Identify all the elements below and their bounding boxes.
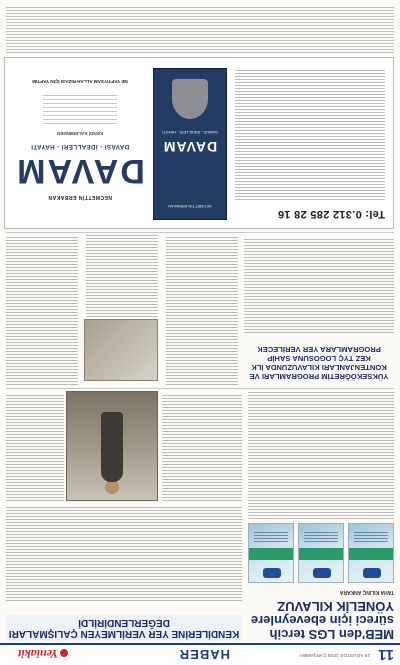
- evaluation-headline: KENDİLERİNE YER VERİLMEYEN ÇALIŞMALARI DEĞERLENDİRİLDİ: [6, 615, 242, 641]
- brand-name: Yeniakit: [17, 647, 58, 661]
- story-photo: [66, 391, 158, 501]
- book-cover-image: [153, 68, 227, 220]
- bottom-body-text: [6, 5, 394, 53]
- vocational-body-text: [244, 237, 394, 333]
- middle-columns: [6, 235, 238, 385]
- divider: [6, 232, 394, 233]
- column-text: [166, 235, 238, 385]
- lgs-story: [248, 391, 394, 641]
- newspaper-logo: [18, 646, 68, 661]
- lgs-headline: MEB'den LGS tercih süreci için ebeveynlere YÖNELİK KILAVUZ: [250, 599, 394, 642]
- author-portrait: [172, 79, 208, 119]
- column-text: [6, 235, 78, 385]
- evaluation-story: [6, 391, 242, 641]
- ad-tagline: KENDİ KALEMİNDEN: [56, 131, 104, 136]
- meb-logo-icon: [263, 568, 281, 578]
- book-advertisement: [4, 57, 394, 229]
- masthead: [0, 643, 400, 665]
- ad-phone-number: Tel: 0.312 285 28 16: [277, 208, 385, 220]
- evaluation-body-text: [6, 505, 242, 601]
- vocational-story: [244, 235, 394, 385]
- column-text: [86, 235, 158, 317]
- ad-book-subtitle: DAVASI - İDEALLERİ - HAYATI: [30, 143, 130, 150]
- ad-title-block: [13, 68, 147, 220]
- lgs-guide-cover-image: [248, 523, 294, 583]
- divider: [6, 388, 394, 389]
- lgs-guide-cover-image: [298, 523, 344, 583]
- section-label: HABER: [178, 647, 230, 662]
- ad-book-title: DAVAM: [15, 152, 145, 190]
- lgs-byline: TAHA KILINÇ ANKARA: [339, 589, 394, 595]
- logo-mark-icon: [60, 649, 68, 657]
- ad-copy-text: [235, 70, 385, 200]
- ad-author-name: NECMETTİN ERBAKAN: [47, 194, 113, 200]
- evaluation-side-text: [6, 393, 64, 501]
- evaluation-column-text: [162, 393, 242, 501]
- book-cover-author: NECMETTİN ERBAKAN: [168, 204, 212, 209]
- decorative-rule: [43, 94, 117, 124]
- issue-date: 29 AĞUSTOS 2018 ÇARŞAMBA: [299, 653, 370, 658]
- meb-logo-icon: [363, 568, 381, 578]
- lgs-guide-cover-image: [348, 523, 394, 583]
- story-photo: [84, 319, 158, 381]
- page-number: 11: [378, 646, 394, 663]
- ad-motto: NE YAPTIYSAM ALLAH RIZASI İÇİN YAPTIM: [32, 79, 128, 84]
- meb-logo-icon: [313, 568, 331, 578]
- vocational-headline: YÜKSEKÖĞRETİM PROGRAMLARI VE KONTENJANLARI KILAVUZUNDA İLK KEZ TYÇ LOGOSUNA SAHİP PROGRAMLARA YER VERİLECEK: [249, 345, 389, 381]
- lgs-body-text: [248, 391, 394, 519]
- book-cover-subtitle: DAVASI - İDEALLERİ - HAYATI: [162, 130, 218, 135]
- book-cover-title: DAVAM: [162, 139, 218, 155]
